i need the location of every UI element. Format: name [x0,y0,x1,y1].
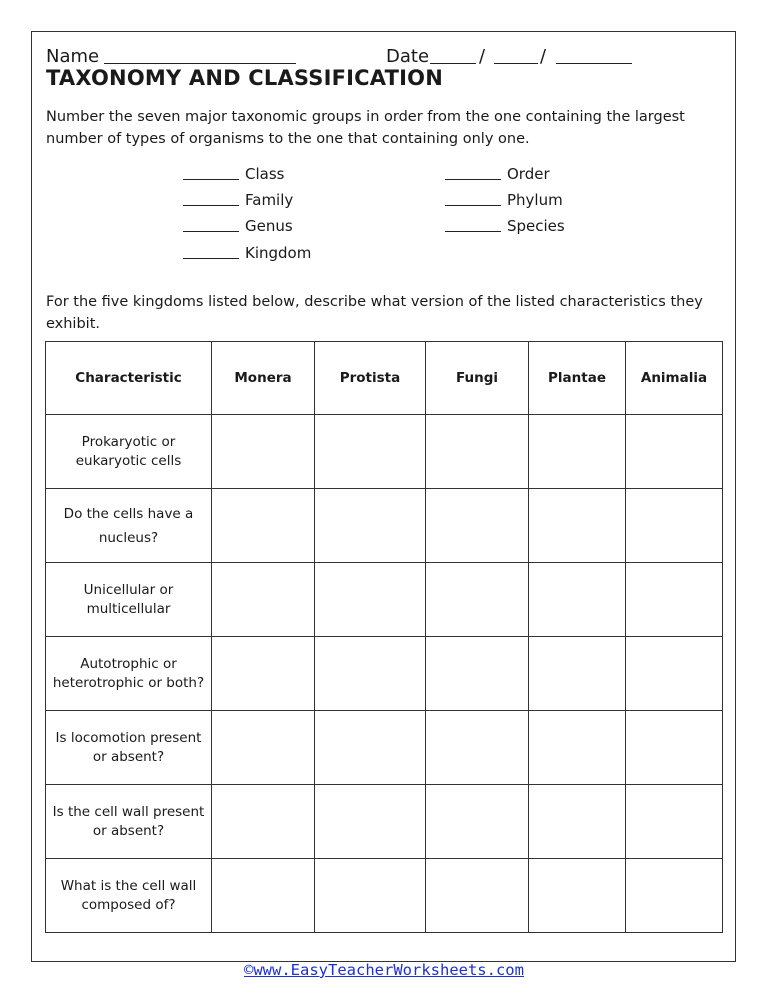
group-item [183,243,311,263]
group-label: Species [507,217,565,235]
group-item [445,164,550,184]
group-label: Family [245,191,294,209]
header-fungi: Fungi [426,342,529,415]
group-item [183,164,284,184]
answer-cell[interactable] [315,489,426,563]
header-protista: Protista [315,342,426,415]
group-label: Kingdom [245,244,312,262]
answer-cell[interactable] [529,415,626,489]
answer-cell[interactable] [212,711,315,785]
answer-cell[interactable] [426,415,529,489]
instructions-ordering: Number the seven major taxonomic groups in order from the one containing the largest number of types of organisms to the one that containing only one. [46,109,685,147]
date-label: Date [386,46,430,67]
row-characteristic: Is the cell wall present or absent? [46,785,212,859]
answer-cell[interactable] [626,785,723,859]
answer-blank[interactable] [445,216,501,232]
answer-cell[interactable] [426,563,529,637]
name-field[interactable] [104,63,296,64]
table-row [46,563,723,637]
footer-link[interactable]: ©www.EasyTeacherWorksheets.com [244,961,524,979]
instructions-kingdoms: For the five kingdoms listed below, describe what version of the listed characteristics they exhibit. [46,294,703,332]
answer-cell[interactable] [315,563,426,637]
header-plantae: Plantae [529,342,626,415]
table-row [46,489,723,563]
group-item [445,190,563,210]
row-characteristic: What is the cell wall composed of? [46,859,212,933]
row-characteristic: Prokaryotic or eukaryotic cells [46,415,212,489]
kingdom-characteristics-table [45,341,723,933]
answer-cell[interactable] [626,637,723,711]
header-monera: Monera [212,342,315,415]
answer-cell[interactable] [529,637,626,711]
answer-cell[interactable] [212,563,315,637]
answer-cell[interactable] [426,711,529,785]
answer-cell[interactable] [212,415,315,489]
date-month-field[interactable] [430,63,476,64]
answer-cell[interactable] [426,637,529,711]
table-row [46,415,723,489]
table-row [46,711,723,785]
answer-blank[interactable] [445,164,501,180]
table-row [46,785,723,859]
date-separator: / [540,46,547,67]
date-day-field[interactable] [494,63,538,64]
answer-cell[interactable] [426,785,529,859]
answer-cell[interactable] [529,859,626,933]
answer-cell[interactable] [626,859,723,933]
row-characteristic: Autotrophic or heterotrophic or both? [46,637,212,711]
answer-cell[interactable] [315,637,426,711]
date-year-field[interactable] [556,63,632,64]
answer-cell[interactable] [426,489,529,563]
answer-cell[interactable] [626,563,723,637]
table-row [46,859,723,933]
name-label: Name [46,46,100,67]
answer-cell[interactable] [212,489,315,563]
table-header-row [46,342,723,415]
answer-cell[interactable] [626,711,723,785]
header-characteristic: Characteristic [46,342,212,415]
answer-cell[interactable] [529,711,626,785]
answer-blank[interactable] [445,190,501,206]
answer-cell[interactable] [529,785,626,859]
table-row [46,637,723,711]
group-item [183,190,293,210]
answer-cell[interactable] [529,563,626,637]
answer-cell[interactable] [626,415,723,489]
answer-cell[interactable] [212,785,315,859]
answer-cell[interactable] [212,637,315,711]
answer-blank[interactable] [183,190,239,206]
answer-cell[interactable] [315,415,426,489]
date-separator: / [479,46,486,67]
answer-blank[interactable] [183,164,239,180]
group-item [183,216,293,236]
answer-cell[interactable] [626,489,723,563]
group-label: Order [507,165,550,183]
answer-blank[interactable] [183,243,239,259]
answer-cell[interactable] [529,489,626,563]
group-label: Phylum [507,191,563,209]
row-characteristic: Unicellular or multicellular [46,563,212,637]
group-label: Genus [245,217,293,235]
header-animalia: Animalia [626,342,723,415]
answer-cell[interactable] [212,859,315,933]
row-characteristic: Do the cells have a nucleus? [46,489,212,563]
page-title: TAXONOMY AND CLASSIFICATION [46,66,443,90]
answer-cell[interactable] [315,711,426,785]
answer-cell[interactable] [426,859,529,933]
answer-blank[interactable] [183,216,239,232]
group-item [445,216,565,236]
group-label: Class [245,165,285,183]
answer-cell[interactable] [315,785,426,859]
row-characteristic: Is locomotion present or absent? [46,711,212,785]
answer-cell[interactable] [315,859,426,933]
